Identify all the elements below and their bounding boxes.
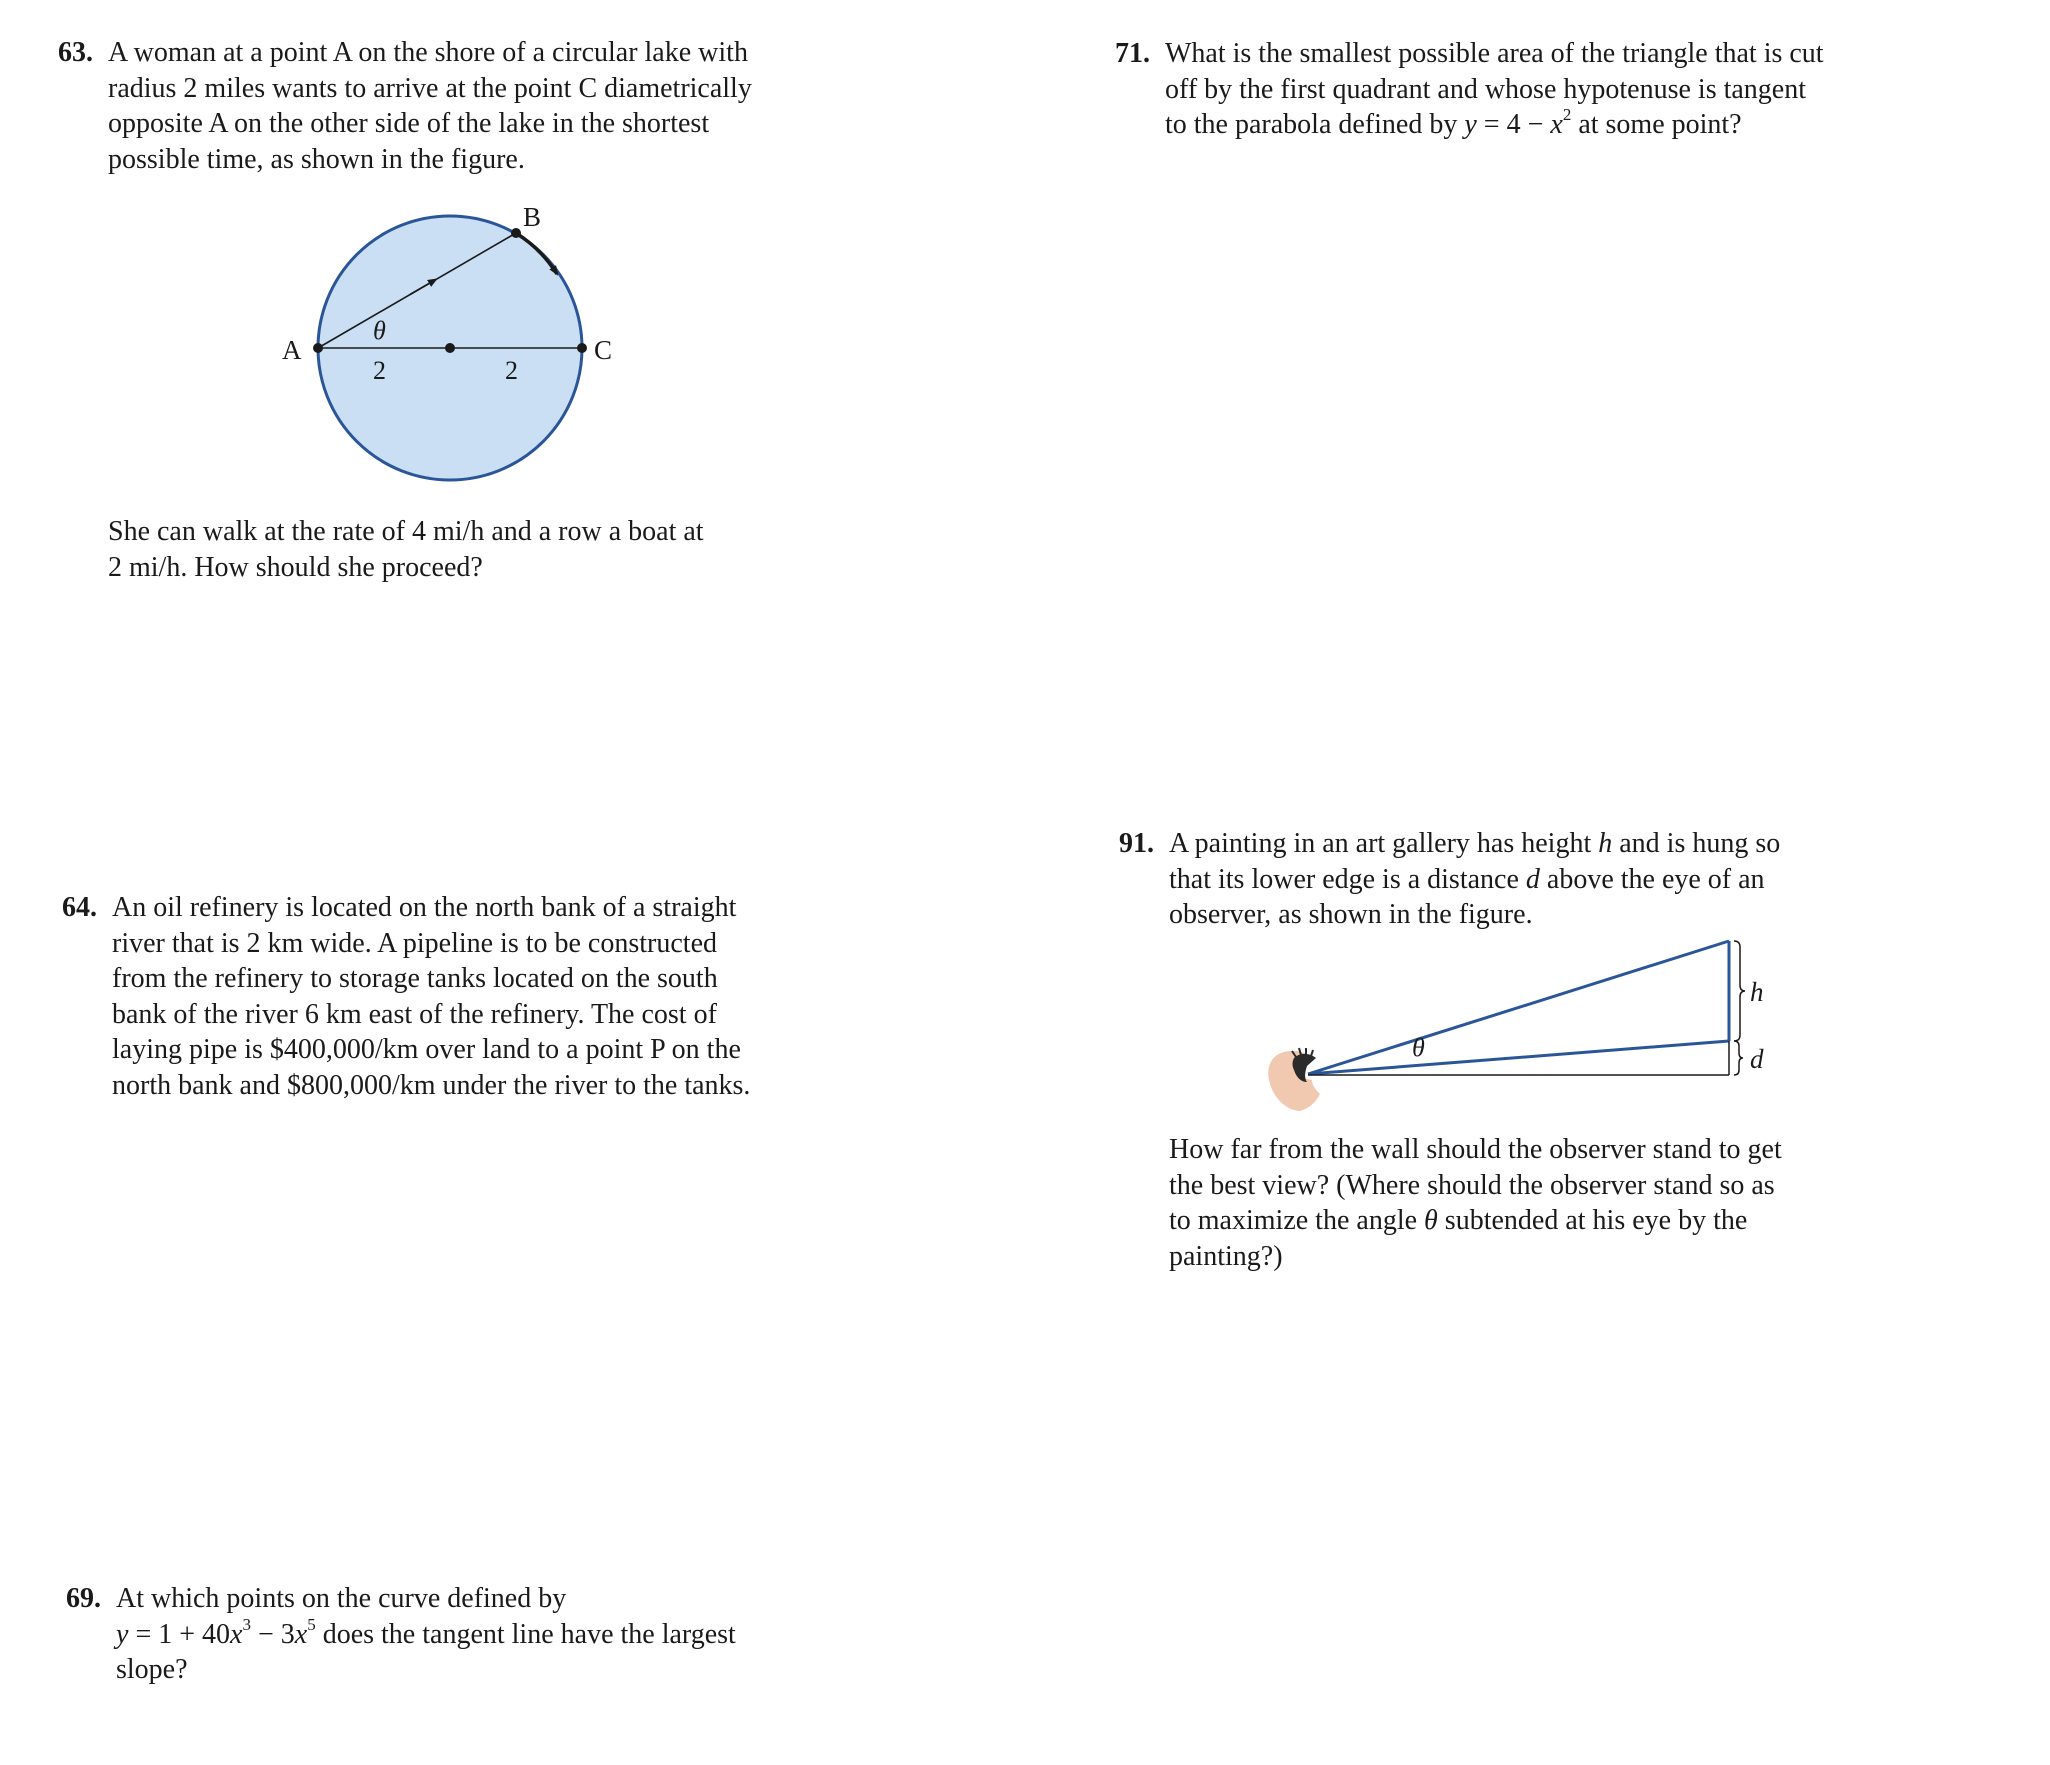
lake-figure	[270, 195, 640, 490]
problem-number: 64.	[62, 892, 97, 923]
text-line: slope?	[116, 1654, 188, 1685]
problem-text	[1169, 1132, 2029, 1274]
var-y: y	[1464, 109, 1477, 140]
problem-number: 71.	[1115, 38, 1150, 69]
text-line: river that is 2 km wide. A pipeline is to be constructed	[112, 927, 717, 959]
var-x: x	[230, 1618, 243, 1650]
var-theta: θ	[1424, 1205, 1438, 1236]
problem-63-continued	[108, 514, 828, 585]
problem-text	[108, 35, 818, 177]
label-radius-right: 2	[505, 356, 518, 385]
text-line: bank of the river 6 km east of the refinery. The cost of	[112, 998, 717, 1030]
text-line: off by the first quadrant and whose hypotenuse is tangent	[1165, 73, 1807, 105]
label-h: h	[1750, 977, 1764, 1007]
text-line: How far from the wall should the observer stand to get	[1169, 1134, 1782, 1165]
label-theta: θ	[1412, 1033, 1425, 1062]
text-line: At which points on the curve defined by	[116, 1583, 567, 1614]
problem-number: 63.	[58, 37, 93, 68]
problem-text	[112, 890, 822, 1103]
center-point	[445, 343, 455, 353]
problem-text	[1165, 36, 2015, 143]
text-line: She can walk at the rate of 4 mi/h and a row a boat at	[108, 516, 704, 547]
sight-line-bottom	[1308, 1041, 1729, 1074]
problem-69	[66, 1581, 826, 1688]
text-line: observer, as shown in the figure.	[1169, 899, 1533, 930]
var-d: d	[1525, 863, 1540, 895]
text-line: radius 2 miles wants to arrive at the point C diametrically	[108, 72, 752, 104]
text-line: to maximize the angle θ subtended at his eye by the	[1169, 1205, 1748, 1236]
text-line: from the refinery to storage tanks located on the south	[112, 963, 718, 994]
var-y: y	[116, 1618, 129, 1650]
text-line: painting?)	[1169, 1240, 1283, 1272]
var-x: x	[1550, 109, 1563, 140]
brace-h	[1734, 941, 1745, 1041]
text-line: the best view? (Where should the observer stand so as	[1169, 1169, 1775, 1201]
problem-63	[58, 35, 818, 177]
text-line: A woman at a point A on the shore of a circular lake with	[108, 37, 748, 68]
var-x: x	[294, 1618, 308, 1650]
text-line: possible time, as shown in the figure.	[108, 143, 525, 175]
problem-number: 91.	[1119, 828, 1154, 859]
brace-d	[1734, 1041, 1743, 1075]
text-line: A painting in an art gallery has height h and is hung so	[1169, 828, 1781, 859]
problem-text	[116, 1581, 826, 1688]
label-theta: θ	[373, 316, 386, 345]
text-line: north bank and $800,000/km under the river to the tanks.	[112, 1069, 751, 1101]
problem-text	[108, 514, 828, 585]
point-a	[313, 343, 323, 353]
problem-91-continued	[1169, 1132, 2029, 1274]
problem-text	[1169, 826, 2019, 933]
painting-figure	[1260, 930, 1780, 1120]
point-c	[577, 343, 587, 353]
text-line: 2 mi/h. How should she proceed?	[108, 551, 483, 583]
text-line: opposite A on the other side of the lake in the shortest	[108, 108, 710, 139]
text-line: that its lower edge is a distance d above the eye of an	[1169, 863, 1765, 895]
sight-line-top	[1308, 941, 1729, 1074]
label-radius-left: 2	[373, 356, 386, 385]
label-d: d	[1750, 1044, 1764, 1074]
problem-64	[62, 890, 822, 1103]
problem-number: 69.	[66, 1583, 101, 1614]
text-line: An oil refinery is located on the north bank of a straight	[112, 892, 737, 923]
label-c: C	[594, 335, 613, 365]
problem-91	[1119, 826, 2019, 933]
text-line-equation: to the parabola defined by $y = 4 - x^2$ at some point?	[1165, 105, 1742, 140]
text-line-equation: $y = 1 + 40x^3 - 3x^5$ does the tangent line have the largest	[116, 1614, 736, 1650]
text-line: What is the smallest possible area of the triangle that is cut	[1165, 38, 1824, 69]
problem-71	[1115, 36, 2015, 143]
text-line: laying pipe is $400,000/km over land to a point P on the	[112, 1034, 741, 1065]
point-b	[511, 228, 521, 238]
label-a: A	[282, 335, 302, 365]
var-h: h	[1598, 828, 1613, 859]
label-b: B	[523, 202, 542, 232]
